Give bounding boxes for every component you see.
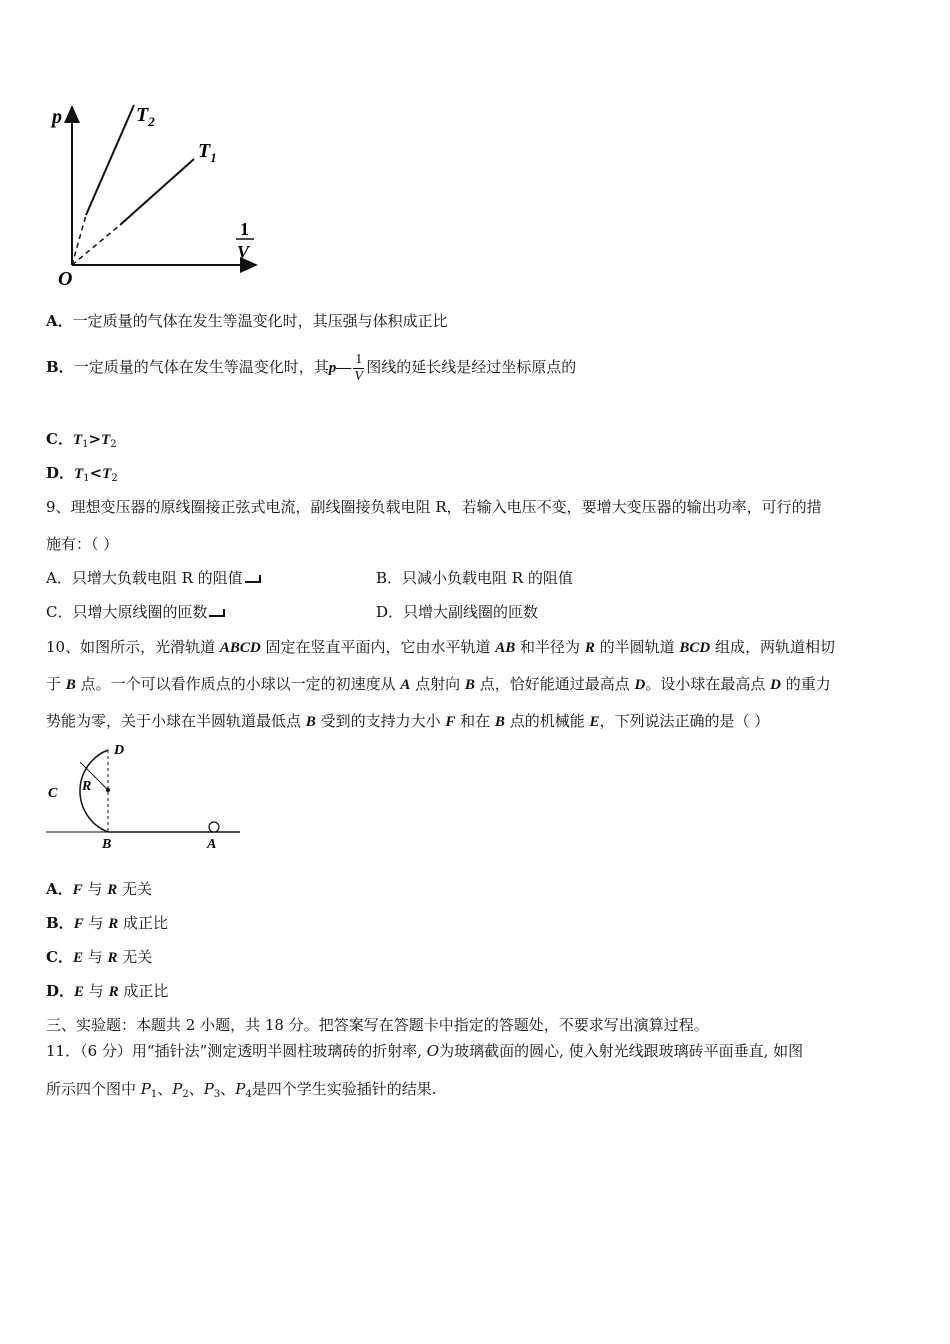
var-p: p—	[328, 360, 352, 376]
q9-option-b: B．只减小负载电阻 R 的阻值	[376, 569, 573, 587]
pv-graph	[40, 95, 280, 290]
q9-option-c: C．只增大原线圈的匝数	[46, 602, 225, 622]
svg-text:R: R	[82, 779, 92, 794]
line-t2	[86, 105, 134, 215]
svg-text:C: C	[48, 786, 58, 801]
y-axis-label: p	[52, 106, 62, 128]
q9-stem-line2: 施有：（ ）	[46, 535, 119, 553]
origin-label: O	[58, 268, 73, 290]
option-letter: A．	[46, 312, 73, 330]
q8-option-a	[46, 311, 448, 331]
line-t1-dashed	[72, 225, 120, 265]
q10-option-d: D．E 与 R 成正比	[46, 982, 169, 1000]
x-axis-num: 1	[240, 219, 249, 239]
q10-stem-line1: 10、如图所示，光滑轨道 ABCD 固定在竖直平面内，它由水平轨道 AB 和半径为 R 的半圆轨道 BCD 组成，两轨道相切	[46, 638, 836, 656]
q11-line1: 11．（6 分）用“插针法”测定透明半圆柱玻璃砖的折射率, O为玻璃截面的圆心, 使入射光线跟玻璃砖平面垂直, 如图	[46, 1042, 804, 1060]
ball	[209, 822, 219, 832]
q10-option-a: A．F 与 R 无关	[46, 880, 152, 898]
svg-text:D: D	[114, 743, 125, 758]
track-diagram	[40, 738, 250, 858]
q10-stem-line3: 势能为零，关于小球在半圆轨道最低点 B 受到的支持力大小 F 和在 B 点的机械能 E，下列说法正确的是（ ）	[46, 712, 770, 730]
q9-option-a: A．只增大负载电阻 R 的阻值	[46, 568, 261, 588]
q10-option-b: B．F 与 R 成正比	[46, 914, 169, 932]
option-letter: B．	[46, 358, 74, 376]
q8-option-b	[46, 350, 576, 394]
q10-option-c: C．E 与 R 无关	[46, 948, 153, 966]
q9-option-d: D．只增大副线圈的匝数	[376, 603, 539, 621]
fraction-1-over-v: $\frac{1}{V}$	[354, 351, 363, 384]
x-axis-den: V	[237, 242, 250, 262]
option-text: 一定质量的气体在发生等温变化时，其	[73, 358, 329, 376]
line-t2-dashed	[72, 215, 86, 265]
q10-stem-line2: 于 B 点。一个可以看作质点的小球以一定的初速度从 A 点射向 B 点，恰好能通过最高点 D。设小球在最高点 D 的重力	[46, 675, 831, 693]
q8-option-c: C．$T_1>T_2$	[46, 430, 117, 450]
q11-line2: 所示四个图中 $P_1$、$P_2$、$P_3$、$P_4$是四个学生实验插针的结果.	[46, 1080, 437, 1100]
svg-text:B: B	[102, 837, 112, 852]
line-t1	[120, 159, 194, 225]
t2-label: $T_2$	[136, 104, 155, 129]
option-text-2: 图线的延长线是经过坐标原点的	[366, 358, 577, 376]
q8-option-d: D．$T_1<T_2$	[46, 464, 118, 484]
section-3-heading: 三、实验题：本题共 2 小题，共 18 分。把答案写在答题卡中指定的答题处，不要求写出演算过程。	[46, 1016, 709, 1034]
q9-stem-line1: 9、理想变压器的原线圈接正弦式电流，副线圈接负载电阻 R，若输入电压不变，要增大变压器的输出功率，可行的措	[46, 498, 822, 516]
center-point	[106, 788, 110, 792]
t1-label: $T_1$	[198, 140, 217, 165]
svg-text:A: A	[207, 837, 217, 852]
option-text: 一定质量的气体在发生等温变化时，其压强与体积成正比	[72, 312, 448, 330]
